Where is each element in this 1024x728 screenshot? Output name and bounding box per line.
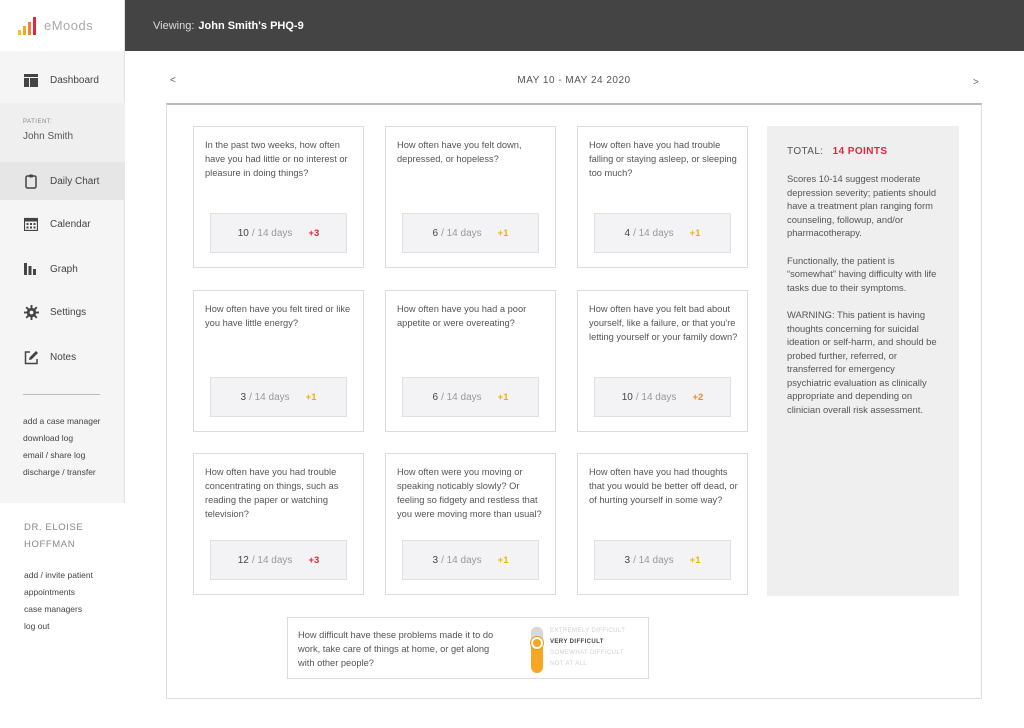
question-card xyxy=(193,126,364,268)
question-card xyxy=(385,453,556,595)
sidebar-item-label: Notes xyxy=(50,351,77,363)
sidebar-item-label: Calendar xyxy=(50,218,91,230)
appointments-link[interactable]: appointments xyxy=(24,587,76,597)
score-summary xyxy=(767,126,959,596)
discharge-transfer-link[interactable]: discharge / transfer xyxy=(23,467,96,477)
day-count: 10 xyxy=(621,391,633,403)
points-badge: +1 xyxy=(305,391,317,403)
logo-bars-icon xyxy=(18,17,36,35)
severity-text: Scores 10-14 suggest moderate depression severity; patients should have a treatment plan ranging form counseling, followup, and/or pharmacotherapy. xyxy=(787,173,937,238)
add-invite-patient-link[interactable]: add / invite patient xyxy=(24,570,93,580)
question-card xyxy=(385,290,556,432)
question-text: How often have you felt tired or like you have little energy? xyxy=(205,304,351,328)
log-out-link[interactable]: log out xyxy=(24,621,50,631)
viewing-label: Viewing: xyxy=(153,19,195,32)
slider-handle[interactable] xyxy=(531,637,543,649)
sidebar-divider xyxy=(23,394,100,395)
edit-icon xyxy=(23,349,39,365)
question-text: How often have you had trouble concentrating on things, such as reading the paper or watching television? xyxy=(205,467,339,519)
day-total: / 14 days xyxy=(251,227,293,239)
calendar-icon xyxy=(23,216,39,232)
difficulty-question: How difficult have these problems made it to do work, take care of things at home, or get along with other people? xyxy=(298,630,494,668)
points-badge: +1 xyxy=(497,554,509,566)
question-card xyxy=(193,290,364,432)
question-text: How often have you had thoughts that you would be better off dead, or of hurting yourself in some way? xyxy=(589,467,738,505)
question-text: How often have you had a poor appetite or were overeating? xyxy=(397,304,527,328)
functional-text: Functionally, the patient is “somewhat” having difficulty with life tasks due to their symptoms. xyxy=(787,254,937,293)
difficulty-slider[interactable] xyxy=(531,627,543,673)
total-row xyxy=(787,146,939,157)
warning-text: WARNING: This patient is having thoughts concerning for suicidal ideation or self-harm, and should be probed further, referred, or transferred for emergency psychiatric evaluation as clinically appropriate and depending on clinician overall risk assessment. xyxy=(787,309,937,415)
sidebar-item-label: Graph xyxy=(50,263,78,275)
sidebar xyxy=(0,51,125,728)
score-box xyxy=(594,213,731,253)
score-box xyxy=(210,213,347,253)
question-card xyxy=(385,126,556,268)
points-badge: +3 xyxy=(308,227,320,239)
sidebar-item-daily-chart[interactable] xyxy=(0,162,125,200)
day-count: 4 xyxy=(624,227,631,239)
next-date-button[interactable]: > xyxy=(973,77,979,88)
viewing-title: John Smith's PHQ-9 xyxy=(198,19,304,32)
day-total: / 14 days xyxy=(633,554,674,566)
dashboard-icon xyxy=(23,72,39,88)
score-box xyxy=(594,377,731,417)
day-total: / 14 days xyxy=(441,554,482,566)
option-somewhat-difficult[interactable]: SOMEWHAT DIFFICULT xyxy=(550,650,624,656)
patient-links xyxy=(23,413,101,481)
patient-info xyxy=(0,103,125,163)
sidebar-item-label: Dashboard xyxy=(50,74,99,86)
sidebar-item-settings[interactable] xyxy=(0,293,125,331)
email-share-log-link[interactable]: email / share log xyxy=(23,450,86,460)
points-badge: +1 xyxy=(497,391,509,403)
date-range: MAY 10 - MAY 24 2020 xyxy=(517,75,631,86)
prev-date-button[interactable]: < xyxy=(170,75,176,86)
add-case-manager-link[interactable]: add a case manager xyxy=(23,416,101,426)
patient-label: PATIENT: xyxy=(23,119,53,125)
day-count: 3 xyxy=(624,554,631,566)
day-total: / 14 days xyxy=(441,391,482,403)
day-count: 6 xyxy=(432,391,439,403)
total-points: 14 POINTS xyxy=(832,146,888,157)
case-managers-link[interactable]: case managers xyxy=(24,604,83,614)
question-text: How often have you felt bad about yourself, like a failure, or that you're letting yourself or your family down? xyxy=(589,304,738,342)
points-badge: +2 xyxy=(692,391,704,403)
day-count: 12 xyxy=(237,554,249,566)
day-total: / 14 days xyxy=(251,554,293,566)
day-count: 6 xyxy=(432,227,439,239)
points-badge: +1 xyxy=(689,554,701,566)
doctor-name: DR. ELOISE HOFFMAN xyxy=(24,522,84,550)
sidebar-item-label: Settings xyxy=(50,306,87,318)
total-label: TOTAL: xyxy=(787,146,824,157)
patient-name: John Smith xyxy=(23,131,74,142)
question-text: How often have you felt down, depressed, or hopeless? xyxy=(397,140,522,164)
day-count: 3 xyxy=(240,391,247,403)
sidebar-item-calendar[interactable] xyxy=(0,205,125,243)
day-count: 3 xyxy=(432,554,439,566)
bar-chart-icon xyxy=(23,261,39,277)
day-total: / 14 days xyxy=(635,391,677,403)
doctor-block xyxy=(0,503,125,728)
question-text: In the past two weeks, how often have you had little or no interest or pleasure in doing things? xyxy=(205,140,348,178)
option-extremely-difficult[interactable]: EXTREMELY DIFFICULT xyxy=(550,628,626,634)
top-bar xyxy=(125,0,1024,51)
question-text: How often were you moving or speaking noticably slowly? Or feeling so fidgety and restless that you were moving more than usual? xyxy=(397,467,542,519)
download-log-link[interactable]: download log xyxy=(23,433,74,443)
sidebar-item-dashboard[interactable] xyxy=(0,61,125,99)
day-total: / 14 days xyxy=(249,391,290,403)
day-count: 10 xyxy=(237,227,249,239)
points-badge: +3 xyxy=(308,554,320,566)
question-card xyxy=(577,453,748,595)
question-card xyxy=(193,453,364,595)
doctor-links xyxy=(24,567,93,635)
gear-icon xyxy=(23,304,39,320)
score-box xyxy=(402,213,539,253)
difficulty-card xyxy=(287,617,649,679)
score-box xyxy=(402,377,539,417)
points-badge: +1 xyxy=(689,227,701,239)
sidebar-item-graph[interactable] xyxy=(0,250,125,288)
app-logo[interactable] xyxy=(0,0,125,51)
score-box xyxy=(210,540,347,580)
score-box xyxy=(402,540,539,580)
app-name: eMoods xyxy=(44,18,94,33)
question-text: How often have you had trouble falling or staying asleep, or sleeping too much? xyxy=(589,140,737,178)
option-not-at-all[interactable]: NOT AT ALL xyxy=(550,661,588,667)
score-box xyxy=(210,377,347,417)
score-box xyxy=(594,540,731,580)
sidebar-item-label: Daily Chart xyxy=(50,175,100,187)
question-card xyxy=(577,126,748,268)
sidebar-item-notes[interactable] xyxy=(0,338,125,376)
points-badge: +1 xyxy=(497,227,509,239)
clipboard-icon xyxy=(23,173,39,189)
question-card xyxy=(577,290,748,432)
day-total: / 14 days xyxy=(441,227,482,239)
option-very-difficult[interactable]: VERY DIFFICULT xyxy=(550,639,604,645)
day-total: / 14 days xyxy=(633,227,674,239)
